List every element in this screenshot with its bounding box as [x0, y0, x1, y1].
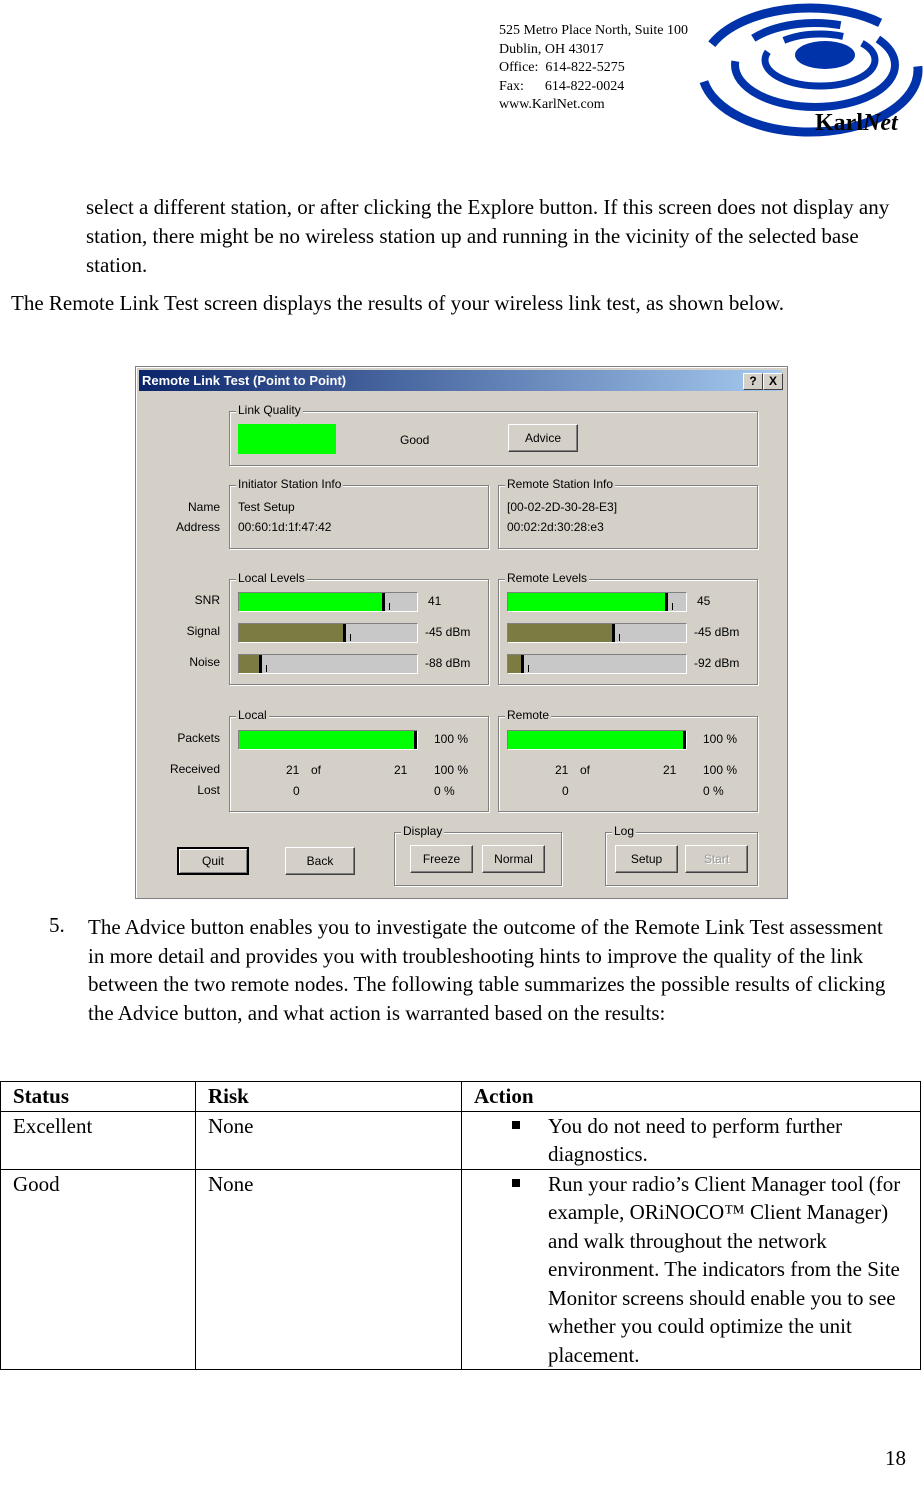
- local-received-count: 21: [286, 763, 300, 777]
- bullet-icon: [512, 1121, 520, 1129]
- setup-button[interactable]: Setup: [615, 845, 678, 873]
- remote-lost-pct: 0 %: [703, 784, 724, 798]
- local-snr-bar: [238, 592, 418, 612]
- logo-wordmark: KarlNet: [815, 110, 898, 136]
- normal-button[interactable]: Normal: [482, 845, 545, 873]
- group-label: Display: [403, 824, 443, 838]
- group-label: Remote Station Info: [507, 477, 614, 491]
- bar-peak-marker: [612, 624, 615, 642]
- bar-peak-marker: [521, 655, 524, 673]
- group-label: Remote: [507, 708, 550, 722]
- local-signal-value: -45 dBm: [425, 625, 471, 639]
- group-label: Initiator Station Info: [238, 477, 342, 491]
- back-button[interactable]: Back: [285, 847, 355, 875]
- status-cell: Excellent: [1, 1111, 196, 1169]
- remote-address: 00:02:2d:30:28:e3: [507, 520, 604, 534]
- remote-received-pct: 100 %: [703, 763, 738, 777]
- bar-peak-marker: [683, 731, 686, 749]
- bar-tick: [350, 634, 351, 641]
- body-paragraph: The Remote Link Test screen displays the results of your wireless link test, as shown below.: [11, 291, 785, 315]
- remote-packets-group: [498, 708, 758, 812]
- dialog-titlebar[interactable]: [139, 370, 782, 391]
- local-signal-bar: [238, 623, 418, 643]
- row-label-signal: Signal: [186, 624, 220, 638]
- local-snr-value: 41: [428, 594, 442, 608]
- address-line: Fax: 614-822-0024: [499, 78, 625, 94]
- bar-tick: [528, 665, 529, 672]
- initiator-station-group: [229, 477, 489, 549]
- local-packets-group: [229, 708, 489, 812]
- local-lost-count: 0: [293, 784, 300, 798]
- table-header-cell: Risk: [196, 1082, 462, 1112]
- local-received-pct: 100 %: [434, 763, 469, 777]
- bar-tick: [672, 603, 673, 610]
- remote-levels-group: [498, 571, 758, 685]
- bullet-icon: [512, 1179, 520, 1187]
- remote-noise-value: -92 dBm: [694, 656, 740, 670]
- bar-tick: [266, 665, 267, 672]
- local-packets-value: 100 %: [434, 732, 469, 746]
- list-number: 5.: [49, 913, 65, 937]
- link-quality-group: [229, 403, 758, 466]
- group-label: Log: [614, 824, 635, 838]
- table-row: [1, 1111, 921, 1169]
- address-line: www.KarlNet.com: [499, 97, 605, 112]
- log-group: [605, 824, 758, 886]
- start-button: Start: [685, 845, 748, 873]
- quit-button[interactable]: Quit: [177, 847, 249, 875]
- remote-lost-count: 0: [562, 784, 569, 798]
- local-packets-bar: [238, 730, 418, 750]
- local-lost-pct: 0 %: [434, 784, 455, 798]
- action-cell: [462, 1111, 921, 1169]
- initiator-address: 00:60:1d:1f:47:42: [238, 520, 332, 534]
- body-paragraph: select a different station, or after clicking the Explore button. If this screen does not display any station, there might be no wireless station up and running in the vicinity of the selected base station.: [86, 195, 890, 277]
- freeze-button[interactable]: Freeze: [410, 845, 473, 873]
- address-line: 525 Metro Place North, Suite 100: [499, 23, 688, 38]
- close-button[interactable]: X: [763, 373, 783, 390]
- local-noise-bar: [238, 654, 418, 674]
- local-of-label: of: [311, 763, 322, 777]
- remote-station-group: [498, 477, 758, 549]
- action-text: You do not need to perform further diagnostics.: [548, 1113, 843, 1166]
- link-quality-status: Good: [400, 433, 430, 447]
- display-group: [394, 824, 562, 886]
- local-noise-value: -88 dBm: [425, 656, 471, 670]
- row-label-snr: SNR: [194, 593, 220, 607]
- remote-received-count: 21: [555, 763, 569, 777]
- remote-signal-bar: [507, 623, 687, 643]
- bar-fill: [508, 731, 686, 749]
- bar-fill: [239, 731, 417, 749]
- remote-packets-value: 100 %: [703, 732, 738, 746]
- remote-noise-bar: [507, 654, 687, 674]
- group-label: Link Quality: [238, 403, 301, 417]
- remote-snr-value: 45: [697, 594, 711, 608]
- risk-cell: None: [196, 1169, 462, 1370]
- remote-snr-bar: [507, 592, 687, 612]
- bar-fill: [508, 593, 668, 611]
- row-label-received: Received: [169, 762, 220, 776]
- risk-cell: None: [196, 1111, 462, 1169]
- advice-table: [0, 1081, 921, 1370]
- bar-fill: [239, 593, 385, 611]
- table-header-cell: Status: [1, 1082, 196, 1112]
- address-line: Dublin, OH 43017: [499, 41, 604, 57]
- remote-name: [00-02-2D-30-28-E3]: [507, 500, 618, 514]
- remote-of-label: of: [580, 763, 591, 777]
- bar-peak-marker: [382, 593, 385, 611]
- bar-fill: [239, 624, 346, 642]
- remote-packets-bar: [507, 730, 687, 750]
- group-label: Local: [238, 708, 267, 722]
- action-cell: [462, 1169, 921, 1370]
- remote-received-total: 21: [663, 763, 677, 777]
- bar-peak-marker: [414, 731, 417, 749]
- company-address: [499, 22, 688, 115]
- list-item-text: The Advice button enables you to investigate the outcome of the Remote Link Test assessment in more detail and provides you with troubleshooting hints to improve the quality of the link between the two remote nodes. The following table summarizes the possible results of clicking the Advice button, and what action is warranted based on the results:: [88, 915, 886, 1025]
- table-row: [1, 1169, 921, 1370]
- help-button[interactable]: ?: [743, 373, 763, 390]
- bar-fill: [508, 624, 615, 642]
- remote-link-test-dialog: [135, 366, 788, 899]
- group-label: Remote Levels: [507, 571, 588, 585]
- initiator-name: Test Setup: [238, 500, 295, 514]
- remote-signal-value: -45 dBm: [694, 625, 740, 639]
- row-label-name: Name: [187, 500, 220, 514]
- action-text: Run your radio’s Client Manager tool (for example, ORiNOCO™ Client Manager) and walk throughout the network environment. The indicators from the Site Monitor screens should enable you to see whether you could optimize the unit placement.: [548, 1171, 901, 1367]
- table-header-cell: Action: [462, 1082, 921, 1112]
- address-line: Office: 614-822-5275: [499, 60, 625, 75]
- row-label-packets: Packets: [177, 731, 220, 745]
- table-header-row: [1, 1082, 921, 1112]
- row-label-address: Address: [175, 520, 220, 534]
- bar-tick: [389, 603, 390, 610]
- group-label: Local Levels: [238, 571, 305, 585]
- row-label-noise: Noise: [189, 655, 220, 669]
- row-label-lost: Lost: [197, 783, 220, 797]
- bar-peak-marker: [343, 624, 346, 642]
- advice-button[interactable]: Advice: [508, 424, 578, 452]
- page-number: 18: [885, 1446, 906, 1470]
- link-quality-indicator: [238, 424, 336, 454]
- bar-peak-marker: [259, 655, 262, 673]
- local-received-total: 21: [394, 763, 408, 777]
- bar-tick: [619, 634, 620, 641]
- local-levels-group: [229, 571, 489, 685]
- status-cell: Good: [1, 1169, 196, 1370]
- dialog-title: Remote Link Test (Point to Point): [142, 373, 347, 388]
- bar-peak-marker: [665, 593, 668, 611]
